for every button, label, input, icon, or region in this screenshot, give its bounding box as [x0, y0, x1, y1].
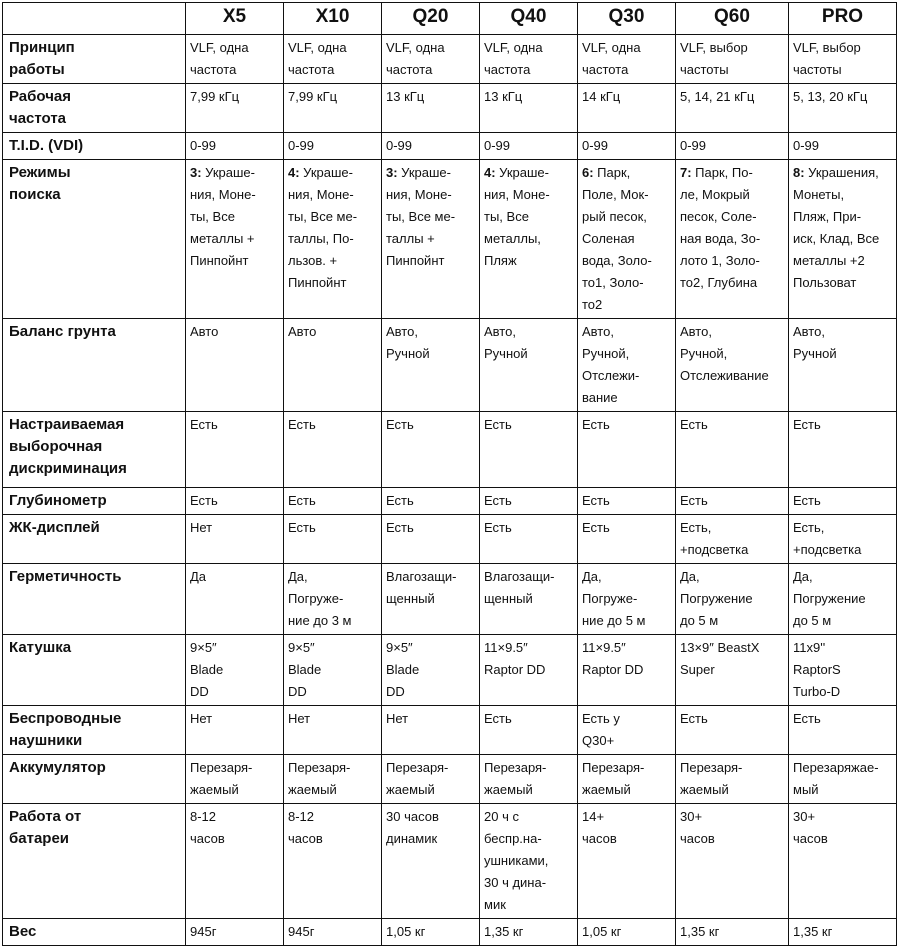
table-cell — [382, 919, 480, 946]
row-label: Катушка — [3, 635, 186, 706]
table-cell — [480, 84, 578, 133]
table-cell — [186, 515, 284, 564]
table-cell — [382, 706, 480, 755]
table-cell — [186, 635, 284, 706]
table-cell — [789, 160, 897, 319]
table-cell — [789, 755, 897, 804]
cell-text: Есть — [582, 417, 610, 432]
cell-text: 11x9'' RaptorS Turbo-D — [793, 640, 841, 699]
cell-text: 13 кГц — [484, 89, 523, 104]
table-cell — [676, 84, 789, 133]
cell-text: 13 кГц — [386, 89, 425, 104]
cell-text: Есть, +подсветка — [793, 520, 862, 557]
cell-text: Авто, Ручной, Отслеживание — [680, 324, 769, 383]
cell-text: 20 ч с беспр.на- ушниками, 30 ч дина- мик — [484, 809, 549, 912]
table-cell — [578, 635, 676, 706]
table-cell — [284, 319, 382, 412]
table-cell — [789, 515, 897, 564]
cell-text: 945г — [288, 924, 315, 939]
cell-text: Есть — [386, 493, 414, 508]
cell-text: 9×5″ Blade DD — [386, 640, 420, 699]
header-row — [3, 3, 897, 35]
mode-count: 3: — [190, 165, 202, 180]
cell-text: Да, Погруже- ние до 3 м — [288, 569, 352, 628]
table-row — [3, 919, 897, 946]
comparison-table — [2, 2, 897, 946]
table-cell — [789, 804, 897, 919]
table-cell — [578, 84, 676, 133]
table-cell — [186, 160, 284, 319]
model-header-q40: Q40 — [480, 3, 578, 35]
cell-text: Есть — [190, 417, 218, 432]
cell-text: Парк, Поле, Мок- рый песок, Соленая вода, Золо- то1, Золо- то2 — [582, 165, 652, 312]
table-row — [3, 133, 897, 160]
table-cell — [382, 755, 480, 804]
table-cell — [578, 804, 676, 919]
table-cell — [186, 84, 284, 133]
model-header-pro: PRO — [789, 3, 897, 35]
mode-count: 4: — [288, 165, 300, 180]
cell-text: Есть — [484, 493, 512, 508]
mode-count: 3: — [386, 165, 398, 180]
model-header-q30: Q30 — [578, 3, 676, 35]
mode-count: 6: — [582, 165, 594, 180]
mode-count: 7: — [680, 165, 692, 180]
table-cell — [480, 35, 578, 84]
table-cell — [480, 488, 578, 515]
table-cell — [676, 564, 789, 635]
table-row — [3, 755, 897, 804]
table-cell — [382, 84, 480, 133]
table-cell — [578, 515, 676, 564]
cell-text: Есть — [386, 520, 414, 535]
table-cell — [480, 412, 578, 488]
cell-text: VLF, одна частота — [190, 40, 249, 77]
cell-text: 7,99 кГц — [288, 89, 338, 104]
cell-text: Есть — [793, 417, 821, 432]
table-cell — [186, 755, 284, 804]
cell-text: 1,05 кг — [582, 924, 622, 939]
table-cell — [284, 919, 382, 946]
row-label: Беспроводные наушники — [3, 706, 186, 755]
cell-text: Есть — [386, 417, 414, 432]
table-cell — [676, 488, 789, 515]
cell-text: 0-99 — [190, 138, 217, 153]
model-header-x10: X10 — [284, 3, 382, 35]
row-label: Работа от батареи — [3, 804, 186, 919]
cell-text: Есть — [680, 711, 708, 726]
row-label: Глубинометр — [3, 488, 186, 515]
cell-text: Украше- ния, Моне- ты, Все ме- таллы + Пинпойнт — [386, 165, 456, 268]
cell-text: Парк, По- ле, Мокрый песок, Соле- ная вода, Зо- лото 1, Золо- то2, Глубина — [680, 165, 761, 290]
cell-text: 945г — [190, 924, 217, 939]
row-label: Вес — [3, 919, 186, 946]
cell-text: 1,35 кг — [680, 924, 720, 939]
cell-text: Авто, Ручной — [793, 324, 837, 361]
table-cell — [480, 319, 578, 412]
table-cell — [578, 706, 676, 755]
cell-text: Есть — [190, 493, 218, 508]
table-cell — [284, 160, 382, 319]
cell-text: Есть — [484, 711, 512, 726]
cell-text: 8-12 часов — [190, 809, 225, 846]
table-cell — [480, 635, 578, 706]
cell-text: Да, Погруже- ние до 5 м — [582, 569, 646, 628]
row-label: Настраиваемая выборочная дискриминация — [3, 412, 186, 488]
table-row — [3, 160, 897, 319]
table-cell — [382, 635, 480, 706]
table-row — [3, 35, 897, 84]
table-body — [3, 35, 897, 946]
cell-text: 0-99 — [484, 138, 511, 153]
cell-text: Да, Погружение до 5 м — [793, 569, 866, 628]
table-row — [3, 706, 897, 755]
table-cell — [578, 919, 676, 946]
table-row — [3, 635, 897, 706]
cell-text: Нет — [288, 711, 311, 726]
table-cell — [382, 133, 480, 160]
cell-text: Влагозащи- щенный — [484, 569, 555, 606]
cell-text: 1,35 кг — [793, 924, 833, 939]
table-cell — [578, 488, 676, 515]
table-cell — [578, 35, 676, 84]
row-label: Аккумулятор — [3, 755, 186, 804]
table-cell — [284, 412, 382, 488]
table-cell — [789, 635, 897, 706]
cell-text: Есть — [288, 493, 316, 508]
table-cell — [186, 35, 284, 84]
cell-text: Да — [190, 569, 207, 584]
cell-text: Украшения, Монеты, Пляж, При- иск, Клад, Все металлы +2 Пользоват — [793, 165, 880, 290]
cell-text: 14 кГц — [582, 89, 621, 104]
table-cell — [789, 919, 897, 946]
cell-text: Влагозащи- щенный — [386, 569, 457, 606]
cell-text: Есть — [793, 711, 821, 726]
cell-text: Авто, Ручной — [484, 324, 528, 361]
table-cell — [186, 564, 284, 635]
table-cell — [382, 564, 480, 635]
cell-text: VLF, одна частота — [582, 40, 641, 77]
cell-text: 1,05 кг — [386, 924, 426, 939]
cell-text: Перезаря- жаемый — [386, 760, 449, 797]
cell-text: Украше- ния, Моне- ты, Все металлы, Пляж — [484, 165, 550, 268]
mode-count: 8: — [793, 165, 805, 180]
table-cell — [480, 804, 578, 919]
cell-text: 14+ часов — [582, 809, 617, 846]
cell-text: VLF, одна частота — [386, 40, 445, 77]
cell-text: Есть у Q30+ — [582, 711, 620, 748]
table-cell — [676, 804, 789, 919]
cell-text: Авто, Ручной — [386, 324, 430, 361]
cell-text: 5, 14, 21 кГц — [680, 89, 755, 104]
cell-text: Нет — [386, 711, 409, 726]
cell-text: Перезаряжае- мый — [793, 760, 879, 797]
cell-text: 8-12 часов — [288, 809, 323, 846]
row-label: Рабочая частота — [3, 84, 186, 133]
cell-text: 11×9.5″ Raptor DD — [484, 640, 546, 677]
table-cell — [789, 412, 897, 488]
cell-text: VLF, выбор частоты — [793, 40, 861, 77]
cell-text: VLF, выбор частоты — [680, 40, 748, 77]
cell-text: VLF, одна частота — [288, 40, 347, 77]
cell-text: 9×5″ Blade DD — [190, 640, 224, 699]
cell-text: 0-99 — [386, 138, 413, 153]
table-cell — [284, 84, 382, 133]
table-cell — [382, 515, 480, 564]
cell-text: 0-99 — [680, 138, 707, 153]
cell-text: 9×5″ Blade DD — [288, 640, 322, 699]
cell-text: Украше- ния, Моне- ты, Все ме- таллы, По- льзов. + Пинпойнт — [288, 165, 358, 290]
table-cell — [789, 319, 897, 412]
cell-text: Есть — [484, 417, 512, 432]
table-cell — [186, 919, 284, 946]
table-cell — [382, 488, 480, 515]
row-label: T.I.D. (VDI) — [3, 133, 186, 160]
cell-text: VLF, одна частота — [484, 40, 543, 77]
cell-text: 7,99 кГц — [190, 89, 240, 104]
row-label: Баланс грунта — [3, 319, 186, 412]
model-header-x5: X5 — [186, 3, 284, 35]
model-header-q20: Q20 — [382, 3, 480, 35]
table-row — [3, 84, 897, 133]
row-label: Режимы поиска — [3, 160, 186, 319]
cell-text: Перезаря- жаемый — [190, 760, 253, 797]
table-cell — [578, 160, 676, 319]
table-cell — [578, 319, 676, 412]
row-label: Принцип работы — [3, 35, 186, 84]
table-cell — [578, 133, 676, 160]
table-cell — [284, 488, 382, 515]
table-cell — [382, 160, 480, 319]
cell-text: Нет — [190, 520, 213, 535]
table-cell — [676, 635, 789, 706]
table-row — [3, 319, 897, 412]
cell-text: Авто, Ручной, Отслежи- вание — [582, 324, 640, 405]
table-cell — [186, 412, 284, 488]
cell-text: Есть, +подсветка — [680, 520, 749, 557]
table-cell — [676, 133, 789, 160]
table-cell — [186, 488, 284, 515]
table-cell — [284, 635, 382, 706]
table-cell — [578, 755, 676, 804]
table-cell — [676, 412, 789, 488]
table-cell — [578, 412, 676, 488]
table-row — [3, 488, 897, 515]
table-cell — [789, 133, 897, 160]
table-cell — [676, 706, 789, 755]
table-cell — [480, 515, 578, 564]
cell-text: Есть — [680, 417, 708, 432]
table-cell — [676, 319, 789, 412]
cell-text: 5, 13, 20 кГц — [793, 89, 868, 104]
table-cell — [382, 804, 480, 919]
table-row — [3, 564, 897, 635]
cell-text: 11×9.5″ Raptor DD — [582, 640, 644, 677]
row-label: ЖК-дисплей — [3, 515, 186, 564]
cell-text: Есть — [288, 417, 316, 432]
cell-text: Есть — [793, 493, 821, 508]
table-cell — [578, 564, 676, 635]
table-cell — [480, 133, 578, 160]
cell-text: Перезаря- жаемый — [582, 760, 645, 797]
table-cell — [480, 919, 578, 946]
table-cell — [789, 35, 897, 84]
table-cell — [284, 35, 382, 84]
cell-text: Есть — [288, 520, 316, 535]
table-cell — [480, 564, 578, 635]
cell-text: 13×9″ BeastX Super — [680, 640, 760, 677]
table-row — [3, 515, 897, 564]
cell-text: Есть — [582, 493, 610, 508]
cell-text: 30 часов динамик — [386, 809, 439, 846]
cell-text: Есть — [582, 520, 610, 535]
table-cell — [480, 160, 578, 319]
cell-text: Перезаря- жаемый — [680, 760, 743, 797]
table-cell — [284, 133, 382, 160]
cell-text: Украше- ния, Моне- ты, Все металлы + Пинпойнт — [190, 165, 256, 268]
cell-text: 0-99 — [288, 138, 315, 153]
table-cell — [676, 755, 789, 804]
table-cell — [284, 755, 382, 804]
table-cell — [789, 84, 897, 133]
corner-cell — [3, 3, 186, 35]
table-cell — [284, 564, 382, 635]
table-cell — [676, 160, 789, 319]
table-cell — [284, 515, 382, 564]
cell-text: Есть — [680, 493, 708, 508]
table-cell — [284, 706, 382, 755]
cell-text: Есть — [484, 520, 512, 535]
table-cell — [186, 706, 284, 755]
cell-text: Перезаря- жаемый — [288, 760, 351, 797]
table-cell — [186, 319, 284, 412]
table-cell — [382, 35, 480, 84]
table-cell — [480, 755, 578, 804]
cell-text: 0-99 — [793, 138, 820, 153]
cell-text: 30+ часов — [680, 809, 715, 846]
row-label: Герметичность — [3, 564, 186, 635]
cell-text: 30+ часов — [793, 809, 828, 846]
table-cell — [789, 488, 897, 515]
table-row — [3, 804, 897, 919]
cell-text: Авто — [288, 324, 317, 339]
model-header-q60: Q60 — [676, 3, 789, 35]
cell-text: Перезаря- жаемый — [484, 760, 547, 797]
table-cell — [676, 919, 789, 946]
cell-text: 0-99 — [582, 138, 609, 153]
table-cell — [676, 35, 789, 84]
table-cell — [382, 412, 480, 488]
table-row — [3, 412, 897, 488]
cell-text: Да, Погружение до 5 м — [680, 569, 753, 628]
table-cell — [186, 804, 284, 919]
table-cell — [284, 804, 382, 919]
mode-count: 4: — [484, 165, 496, 180]
cell-text: Нет — [190, 711, 213, 726]
table-cell — [789, 564, 897, 635]
cell-text: Авто — [190, 324, 219, 339]
table-cell — [480, 706, 578, 755]
cell-text: 1,35 кг — [484, 924, 524, 939]
table-cell — [676, 515, 789, 564]
table-cell — [382, 319, 480, 412]
table-cell — [789, 706, 897, 755]
table-cell — [186, 133, 284, 160]
